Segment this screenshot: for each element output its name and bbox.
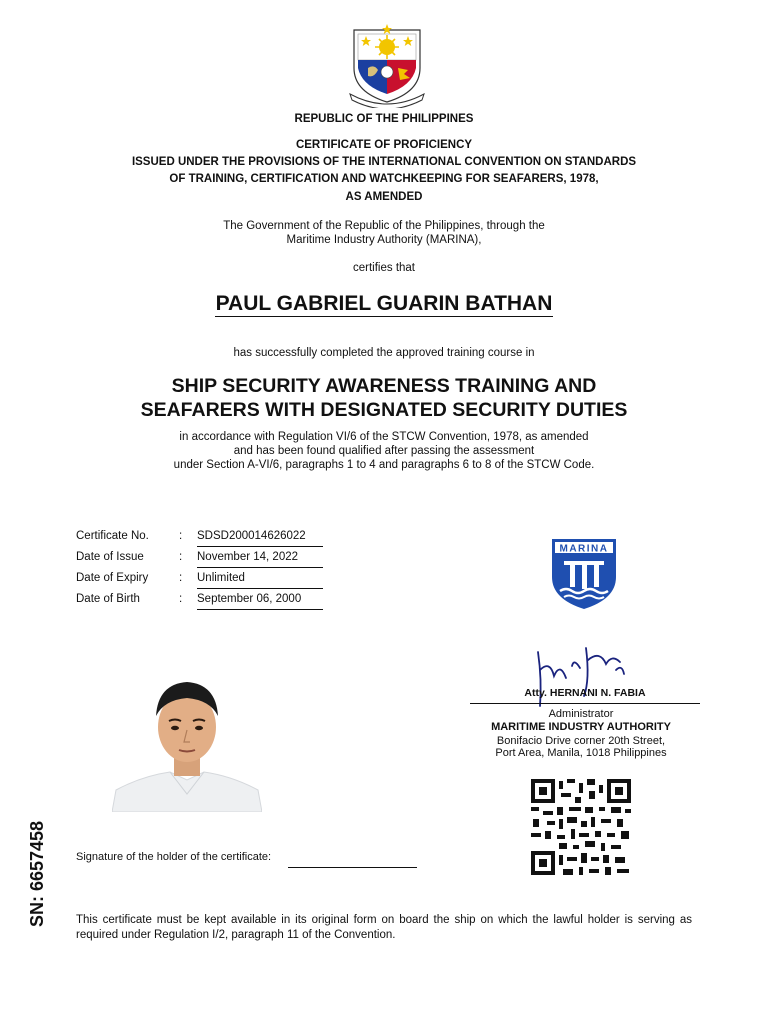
detail-row-date-of-expiry [76,569,336,590]
marina-logo-icon [550,537,618,611]
detail-label: Date of Expiry [76,572,149,584]
detail-row-certificate-no [76,527,336,548]
holder-name [0,292,768,316]
detail-value: SDSD200014626022 [197,530,323,547]
certificate-title-line3: OF TRAINING, CERTIFICATION AND WATCHKEEPING FOR SEAFARERS, 1978, [169,173,599,185]
regulation-line2: and has been found qualified after passing the assessment [233,445,535,457]
course-title-line2: SEAFARERS WITH DESIGNATED SECURITY DUTIES [140,399,628,421]
signatory-authority: MARITIME INDUSTRY AUTHORITY [491,721,671,733]
footer-note: This certificate must be kept available in its original form on board the ship on which the lawful holder is serving as required under Regulation I/2, paragraph 11 of the Convention. [76,914,692,941]
holder-signature-label: Signature of the holder of the certificate: [76,851,272,863]
signatory-line [470,703,700,704]
intro-line1: The Government of the Republic of the Philippines, through the [223,220,545,232]
certificate-title-line4: AS AMENDED [345,191,423,203]
regulation-line1: in accordance with Regulation VI/6 of the STCW Convention, 1978, as amended [179,431,589,443]
signatory-name: Atty. HERNANI N. FABIA [524,687,646,699]
detail-colon: : [179,530,183,542]
detail-row-date-of-issue [76,548,336,569]
regulation-line3: under Section A-VI/6, paragraphs 1 to 4 and paragraphs 6 to 8 of the STCW Code. [173,459,595,471]
holder-name-text: PAUL GABRIEL GUARIN BATHAN [215,292,553,315]
detail-label: Date of Birth [76,593,140,605]
detail-colon: : [179,572,183,584]
marina-logo-text: MARINA [559,543,609,555]
detail-value: Unlimited [197,572,323,589]
detail-label: Certificate No. [76,530,149,542]
holder-signature-line [288,867,417,868]
signatory-address-line2: Port Area, Manila, 1018 Philippines [495,747,667,759]
course-title-line1: SHIP SECURITY AWARENESS TRAINING AND [171,375,597,397]
detail-value: November 14, 2022 [197,551,323,568]
certificate-title-line1: CERTIFICATE OF PROFICIENCY [295,139,473,151]
verification-qr-icon [529,777,633,877]
course-title [0,374,768,422]
administrator-signature-icon [520,640,640,710]
detail-colon: : [179,551,183,563]
holder-photo [112,672,262,812]
serial-number: SN: 6657458 [27,820,47,928]
signatory-title: Administrator [548,708,614,720]
certifies-text: certifies that [353,262,415,274]
completed-text: has successfully completed the approved training course in [233,347,535,359]
detail-colon: : [179,593,183,605]
certificate-title-line2: ISSUED UNDER THE PROVISIONS OF THE INTERNATIONAL CONVENTION ON STANDARDS [131,156,637,168]
detail-label: Date of Issue [76,551,144,563]
detail-value: September 06, 2000 [197,593,323,610]
detail-row-date-of-birth [76,590,336,611]
signatory-address-line1: Bonifacio Drive corner 20th Street, [496,735,666,747]
intro-line2: Maritime Industry Authority (MARINA), [286,234,482,246]
republic-heading: REPUBLIC OF THE PHILIPPINES [294,113,474,125]
republic-seal-icon [344,22,430,108]
